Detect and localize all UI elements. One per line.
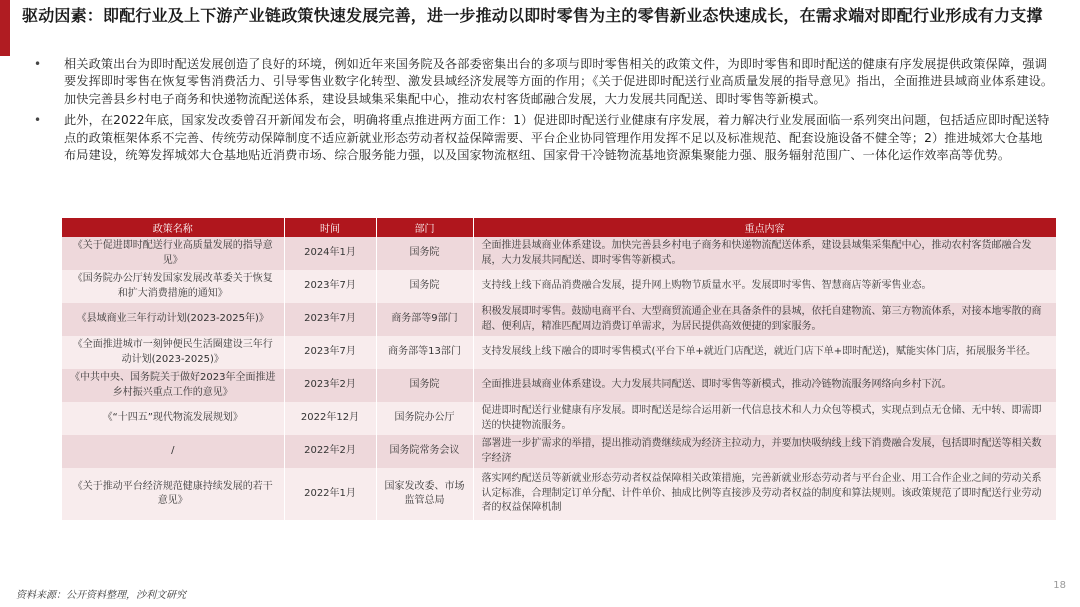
cell-time: 2023年7月 xyxy=(284,336,376,369)
cell-department: 商务部等9部门 xyxy=(376,303,473,336)
cell-content: 促进即时配送行业健康有序发展。即时配送是综合运用新一代信息技术和人力众包等模式，实现点到点无仓储、无中转、即需即送的快捷物流服务。 xyxy=(473,402,1056,435)
cell-department: 国家发改委、市场监管总局 xyxy=(376,468,473,520)
cell-content: 全面推进县域商业体系建设。加快完善县乡村电子商务和快递物流配送体系，建设县域集采集配中心，推动农村客货邮融合发展，大力发展共同配送、即时零售等新模式。 xyxy=(473,237,1056,270)
bullet-item xyxy=(34,112,1054,164)
bullet-dot-icon: • xyxy=(34,57,42,71)
cell-department: 国务院 xyxy=(376,237,473,270)
cell-content: 积极发展即时零售。鼓励电商平台、大型商贸流通企业在具备条件的县城，依托自建物流、第三方物流体系，对接本地零散的商超、便利店，精准匹配周边消费订单需求，为居民提供高效便捷的到家服务。 xyxy=(473,303,1056,336)
cell-content: 落实网约配送员等新就业形态劳动者权益保障相关政策措施，完善新就业形态劳动者与平台企业、用工合作企业之间的劳动关系认定标准，合理制定订单分配、计件单价、抽成比例等直接涉及劳动者权益的制度和算法规则。该政策规范了即时配送行业劳动者的权益保障机制 xyxy=(473,468,1056,520)
cell-policy-name: 《县域商业三年行动计划(2023-2025年)》 xyxy=(62,303,284,336)
cell-time: 2022年1月 xyxy=(284,468,376,520)
cell-policy-name: 《全面推进城市一刻钟便民生活圈建设三年行动计划(2023-2025)》 xyxy=(62,336,284,369)
bullet-item xyxy=(34,56,1054,108)
cell-policy-name: 《关于促进即时配送行业高质量发展的指导意见》 xyxy=(62,237,284,270)
bullet-list xyxy=(34,56,1054,164)
table-row xyxy=(62,303,1056,336)
table-row xyxy=(62,270,1056,303)
table-row xyxy=(62,336,1056,369)
header-policy-name: 政策名称 xyxy=(62,218,284,237)
cell-time: 2023年7月 xyxy=(284,270,376,303)
cell-policy-name: 《关于推动平台经济规范健康持续发展的若干意见》 xyxy=(62,468,284,520)
cell-content: 全面推进县域商业体系建设。大力发展共同配送、即时零售等新模式，推动冷链物流服务网络向乡村下沉。 xyxy=(473,369,1056,402)
header-department: 部门 xyxy=(376,218,473,237)
table-row xyxy=(62,435,1056,468)
table-row xyxy=(62,402,1056,435)
table-row xyxy=(62,237,1056,270)
cell-department: 国务院 xyxy=(376,369,473,402)
cell-time: 2022年2月 xyxy=(284,435,376,468)
header-key-content: 重点内容 xyxy=(473,218,1056,237)
cell-policy-name: 《国务院办公厅转发国家发展改革委关于恢复和扩大消费措施的通知》 xyxy=(62,270,284,303)
cell-department: 国务院常务会议 xyxy=(376,435,473,468)
cell-time: 2022年12月 xyxy=(284,402,376,435)
cell-time: 2023年2月 xyxy=(284,369,376,402)
accent-bar xyxy=(0,0,10,56)
bullet-text: 此外，在2022年底，国家发改委曾召开新闻发布会，明确将重点推进两方面工作：1）促进即时配送行业健康有序发展，着力解决行业发展面临一系列突出问题，包括适应即时配送特点的政策框架体系不完善、传统劳动保障制度不适应新就业形态劳动者权益保障需要、平台企业协同管理作用发挥不足以及标准规范、配套设施设备不健全等；2）推进城郊大仓基地布局建设，统筹发挥城郊大仓基地贴近消费市场、综合服务能力强，以及国家物流枢纽、国家骨干冷链物流基地资源集聚能力强、服务辐射范围广、一体化运作效率高等优势。 xyxy=(64,113,1050,163)
cell-time: 2024年1月 xyxy=(284,237,376,270)
cell-content: 部署进一步扩需求的举措，提出推动消费继续成为经济主拉动力，并要加快吸纳线上线下消费融合发展，包括即时配送等相关数字经济 xyxy=(473,435,1056,468)
cell-policy-name: / xyxy=(62,435,284,468)
cell-policy-name: 《“十四五”现代物流发展规划》 xyxy=(62,402,284,435)
table-header-row xyxy=(62,218,1056,237)
table-row xyxy=(62,468,1056,520)
cell-department: 国务院 xyxy=(376,270,473,303)
bullet-text: 相关政策出台为即时配送发展创造了良好的环境，例如近年来国务院及各部委密集出台的多项与即时零售相关的政策文件，为即时零售和即时配送的健康有序发展提供政策保障，强调要发挥即时零售在恢复零售消费活力、引导零售业数字化转型、激发县域经济发展等方面的作用；《关于促进即时配送行业高质量发展的指导意见》指出，全面推进县域商业体系建设。加快完善县乡村电子商务和快递物流配送体系，建设县域集采集配中心，推动农村客货邮融合发展，大力发展共同配送、即时零售等新模式。 xyxy=(64,57,1054,106)
cell-content: 支持发展线上线下融合的即时零售模式(平台下单+就近门店配送，就近门店下单+即时配送)，赋能实体门店，拓展服务半径。 xyxy=(473,336,1056,369)
header-time: 时间 xyxy=(284,218,376,237)
table-row xyxy=(62,369,1056,402)
bullet-dot-icon: • xyxy=(34,113,42,128)
cell-policy-name: 《中共中央、国务院关于做好2023年全面推进乡村振兴重点工作的意见》 xyxy=(62,369,284,402)
cell-time: 2023年7月 xyxy=(284,303,376,336)
page-title: 驱动因素：即配行业及上下游产业链政策快速发展完善，进一步推动以即时零售为主的零售新业态快速成长，在需求端对即配行业形成有力支撑 xyxy=(22,6,1043,25)
source-note: 资料来源：公开资料整理，沙利文研究 xyxy=(16,590,186,601)
page-number: 18 xyxy=(1053,580,1066,591)
cell-content: 支持线上线下商品消费融合发展，提升网上购物节质量水平。发展即时零售、智慧商店等新零售业态。 xyxy=(473,270,1056,303)
policy-table xyxy=(62,218,1057,520)
cell-department: 商务部等13部门 xyxy=(376,336,473,369)
cell-department: 国务院办公厅 xyxy=(376,402,473,435)
